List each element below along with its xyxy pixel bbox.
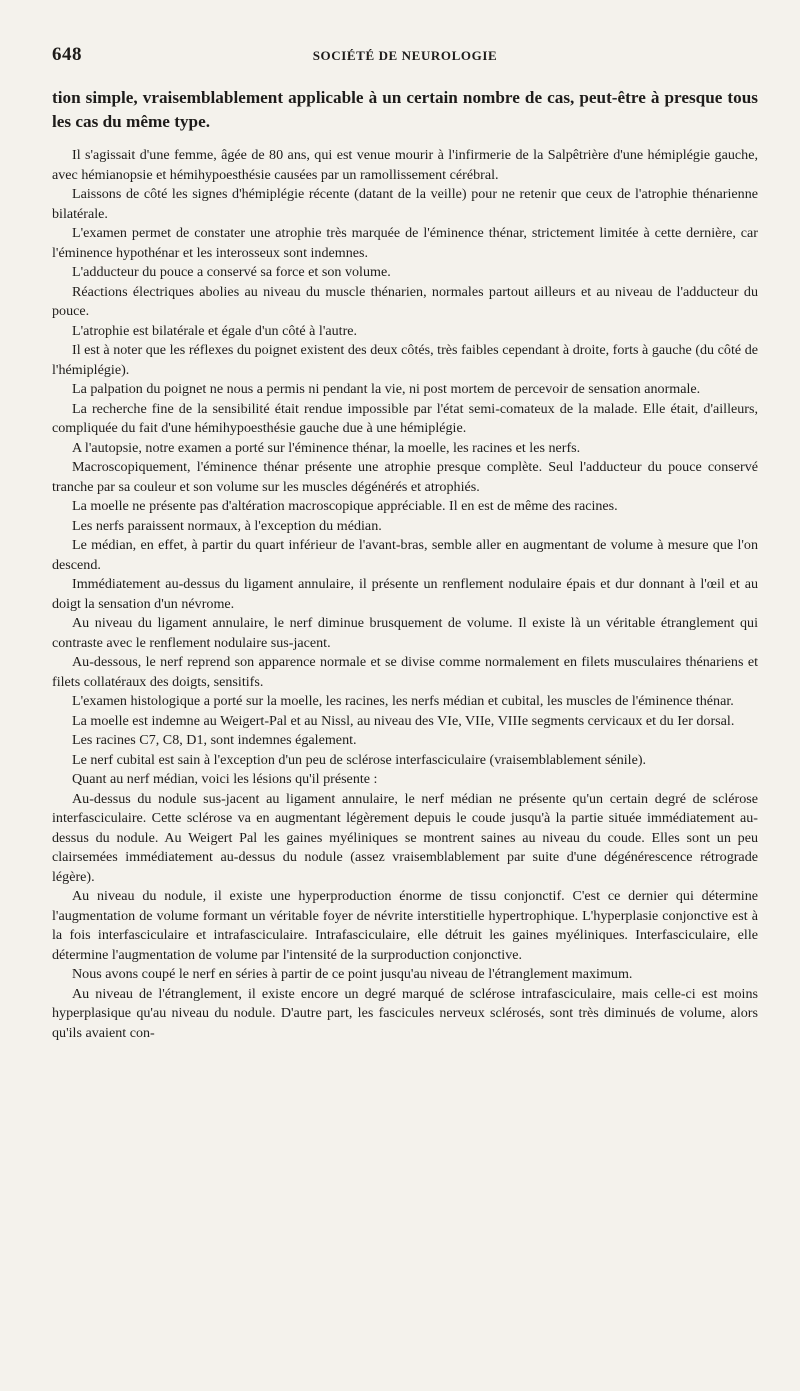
paragraph: L'adducteur du pouce a conservé sa force et son volume. xyxy=(72,264,391,280)
paragraph: Au niveau du ligament annulaire, le nerf diminue brusquement de volume. Il existe là un véritable étranglement qui contraste avec le renflement nodulaire sus-jacent. xyxy=(52,615,758,651)
paragraph: Le nerf cubital est sain à l'exception d'un peu de sclérose interfasciculaire (vraisemblablement sénile). xyxy=(72,751,647,768)
paragraph: Il est à noter que les réflexes du poignet existent des deux côtés, très faibles cependant à droite, forts à gauche (du côté de l'hémiplégie). xyxy=(52,342,758,378)
paragraph: Il s'agissait d'une femme, âgée de 80 ans, qui est venue mourir à l'infirmerie de la Salpêtrière d'une hémiplégie gauche, avec hémianopsie et hémihypoesthésie causées par un ramollissement cérébral. xyxy=(52,147,758,183)
paragraph: Les nerfs paraissent normaux, à l'exception du médian. xyxy=(72,517,382,534)
paragraph: Nous avons coupé le nerf en séries à partir de ce point jusqu'au niveau de l'étranglement maximum. xyxy=(72,966,633,982)
paragraph: L'examen permet de constater une atrophie très marquée de l'éminence thénar, strictement limitée à cette dernière, car l'éminence hypothénar et les interosseux sont indemnes. xyxy=(52,225,758,261)
paragraph: Au-dessous, le nerf reprend son apparence normale et se divise comme normalement en filets musculaires thénariens et filets collatéraux des doigts, sensitifs. xyxy=(52,654,758,690)
paragraph: Immédiatement au-dessus du ligament annulaire, il présente un renflement nodulaire épais et dur donnant à l'œil et au doigt la sensation d'un névrome. xyxy=(52,576,758,612)
paragraph: Au niveau de l'étranglement, il existe encore un degré marqué de sclérose intrafasciculaire, mais celle-ci est moins hyperplasique qu'au niveau du nodule. D'autre part, les fascicules nerveux sclérosés, sont très diminués de volume, alors qu'ils avaient con- xyxy=(52,985,758,1041)
paragraph: L'atrophie est bilatérale et égale d'un côté à l'autre. xyxy=(72,322,358,339)
intro-paragraph: tion simple, vraisemblablement applicable à un certain nombre de cas, peut-être à presque tous les cas du même type. xyxy=(52,88,758,131)
paragraph: La moelle ne présente pas d'altération macroscopique appréciable. Il en est de même des racines. xyxy=(72,498,618,514)
paragraph: Quant au nerf médian, voici les lésions qu'il présente : xyxy=(72,771,378,787)
paragraph: Au-dessus du nodule sus-jacent au ligament annulaire, le nerf médian ne présente qu'un certain degré de sclérose interfasciculaire. Cette sclérose va en augmentant légèrement depuis le coude jusqu'à la partie située immédiatement au-dessus du nodule. Au Weigert Pal les gaines myéliniques se montrent saines au niveau du coude. Elles sont un peu clairsemées immédiatement au-dessus du nodule (assez vraisemblablement par suite d'une dégénérescence rétrograde légère). xyxy=(52,790,758,885)
paragraph: Le médian, en effet, à partir du quart inférieur de l'avant-bras, semble aller en augmentant de volume à mesure que l'on descend. xyxy=(52,537,758,573)
intro-block xyxy=(52,86,758,134)
paragraph: La palpation du poignet ne nous a permis ni pendant la vie, ni post mortem de percevoir de sensation anormale. xyxy=(72,381,701,397)
paragraph: Au niveau du nodule, il existe une hyperproduction énorme de tissu conjonctif. C'est ce dernier qui détermine l'augmentation de volume formant un véritable foyer de névrite interstitielle hypertrophique. L'hyperplasie conjonctive est à la fois interfasciculaire et intrafasciculaire. Intrafasciculaire, elle détruit les gaines myéliniques. Interfasciculaire, elle détermine l'augmentation de volume par l'intensité de la surproduction conjonctive. xyxy=(52,888,758,963)
paragraph: Laissons de côté les signes d'hémiplégie récente (datant de la veille) pour ne retenir que ceux de l'atrophie thénarienne bilatérale. xyxy=(52,186,758,222)
paragraph: A l'autopsie, notre examen a porté sur l'éminence thénar, la moelle, les racines et les nerfs. xyxy=(72,439,581,456)
running-head: SOCIÉTÉ DE NEUROLOGIE xyxy=(312,48,498,63)
page-number: 648 xyxy=(52,44,82,65)
paragraph: Réactions électriques abolies au niveau du muscle thénarien, normales partout ailleurs et au niveau de l'adducteur du pouce. xyxy=(52,283,758,319)
paragraph: La recherche fine de la sensibilité était rendue impossible par l'état semi-comateux de la malade. Elle était, d'ailleurs, compliquée du fait d'une hémihypoesthésie gauche due à une hémiplégie. xyxy=(52,400,758,436)
paragraph: Macroscopiquement, l'éminence thénar présente une atrophie presque complète. Seul l'adducteur du pouce conservé tranche par sa couleur et son volume sur les muscles dégénérés et atrophiés. xyxy=(52,459,758,495)
paragraph: L'examen histologique a porté sur la moelle, les racines, les nerfs médian et cubital, les muscles de l'éminence thénar. xyxy=(72,693,734,709)
page-header xyxy=(52,44,758,68)
main-text xyxy=(52,146,758,1043)
body-text xyxy=(52,86,758,1043)
paragraph: Les racines C7, C8, D1, sont indemnes également. xyxy=(72,732,357,748)
paragraph: La moelle est indemne au Weigert-Pal et au Nissl, au niveau des VIe, VIIe, VIIIe segments cervicaux et du Ier dorsal. xyxy=(72,712,735,729)
